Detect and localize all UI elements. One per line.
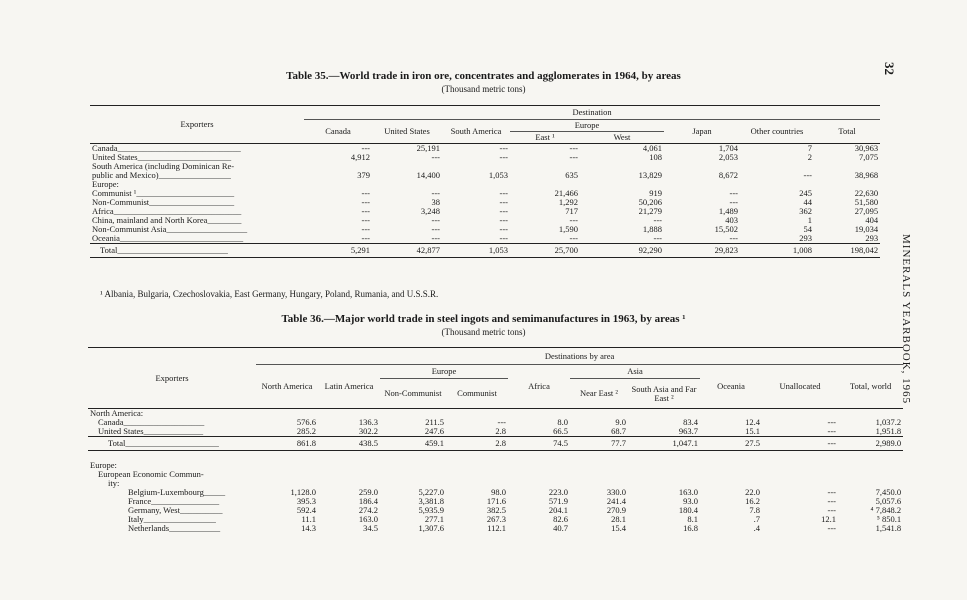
table36-subtitle: (Thousand metric tons): [441, 327, 526, 337]
cell: 302.2: [358, 426, 378, 436]
table35: [90, 105, 880, 258]
cell: ---: [499, 224, 508, 234]
table35-header-exporters: Exporters: [90, 106, 304, 144]
row-label: Non-Communist Asia___________________: [92, 224, 248, 234]
row-label: South America (including Dominican Re-: [92, 161, 235, 171]
row-label: United States______________: [98, 426, 204, 436]
page-number: 32: [882, 62, 897, 75]
cell: 438.5: [318, 437, 380, 451]
cell: ---: [361, 224, 370, 234]
cell: 245: [799, 188, 812, 198]
table36-header-north-america: North America: [256, 365, 318, 409]
cell: 1,590: [558, 224, 578, 234]
cell: 108: [649, 152, 662, 162]
cell: 717: [565, 206, 578, 216]
cell: 29,823: [664, 244, 740, 258]
cell: 247.6: [424, 426, 444, 436]
cell: 15.1: [745, 426, 760, 436]
cell: ---: [762, 437, 838, 451]
cell: 8.0: [557, 417, 568, 427]
cell: 7,075: [858, 152, 879, 162]
cell: 30,963: [854, 143, 879, 153]
cell: [740, 162, 814, 171]
cell: 16.2: [745, 495, 760, 506]
cell: 403: [725, 215, 738, 225]
cell: ---: [361, 143, 370, 153]
cell: 25,191: [416, 143, 440, 153]
cell: ---: [569, 152, 578, 162]
row-label: France________________: [128, 495, 220, 506]
cell: ---: [827, 522, 836, 533]
table35-header-east: East ¹: [510, 132, 580, 144]
cell: 2.8: [446, 437, 508, 451]
cell: ---: [361, 215, 370, 225]
table35-header-south-america: South America: [442, 120, 510, 144]
cell: 1,888: [642, 224, 662, 234]
table36-header-communist: Communist: [446, 379, 508, 409]
cell: 14.3: [301, 522, 316, 533]
cell: 861.8: [256, 437, 318, 451]
cell: 270.9: [606, 504, 626, 515]
cell: 14,400: [416, 170, 440, 180]
cell: 459.1: [380, 437, 446, 451]
cell: 2,989.0: [838, 437, 903, 451]
cell: 28.1: [611, 513, 626, 524]
row-label: public and Mexico)_________________: [92, 170, 231, 180]
table35-title: Table 35.—World trade in iron ore, concentrates and agglomerates in 1964, by areas: [286, 70, 681, 82]
cell: 16.8: [683, 522, 698, 533]
cell: 1,053: [488, 170, 508, 180]
cell: ---: [827, 504, 836, 515]
section-label: North America:: [90, 408, 144, 418]
cell: 285.2: [296, 426, 316, 436]
cell: 21,279: [638, 206, 662, 216]
cell: 171.6: [486, 495, 506, 506]
cell: 211.5: [425, 417, 444, 427]
cell: 274.2: [358, 504, 378, 515]
cell: 1,128.0: [290, 486, 316, 497]
table-row: [88, 427, 903, 437]
table-row: [88, 524, 903, 533]
cell: ---: [729, 188, 738, 198]
cell: 1,053: [442, 244, 510, 258]
cell: 267.3: [486, 513, 506, 524]
cell: 963.7: [678, 426, 698, 436]
cell: ---: [499, 233, 508, 243]
cell: 9.0: [615, 417, 626, 427]
cell: ---: [499, 143, 508, 153]
table36-header-latin-america: Latin America: [318, 365, 380, 409]
row-label: Belgium-Luxembourg_____: [128, 486, 226, 497]
table-row: [90, 171, 880, 180]
cell: 1,704: [718, 143, 738, 153]
cell: ---: [827, 426, 836, 436]
cell: 919: [649, 188, 662, 198]
cell: 277.1: [424, 513, 444, 524]
cell: ---: [499, 152, 508, 162]
cell: 66.5: [553, 426, 568, 436]
cell: ---: [569, 215, 578, 225]
table36-eec-body: [88, 488, 903, 533]
table36-header-unallocated: Unallocated: [762, 365, 838, 409]
cell: 1,541.8: [875, 522, 902, 533]
cell: ---: [803, 170, 812, 180]
cell: ---: [729, 233, 738, 243]
table36-header-total-world: Total, world: [838, 365, 903, 409]
cell: 38: [431, 197, 440, 207]
cell: 54: [803, 224, 812, 234]
cell: ---: [827, 486, 836, 497]
cell: 22,630: [854, 188, 879, 198]
table36-header-non-communist: Non-Communist: [380, 379, 446, 409]
running-head: MINERALS YEARBOOK, 1965: [900, 234, 912, 405]
table36-header-destinations: Destinations by area: [256, 348, 903, 365]
cell: 259.0: [358, 486, 378, 497]
cell: 1,292: [558, 197, 578, 207]
cell: 8,672: [718, 170, 738, 180]
cell: 198,042: [814, 244, 880, 258]
cell: 50,206: [638, 197, 662, 207]
cell: 21,466: [554, 188, 578, 198]
cell: 7: [807, 143, 812, 153]
cell: 19,034: [854, 224, 879, 234]
cell: [664, 180, 740, 189]
table35-header-us: United States: [372, 120, 442, 144]
cell: 379: [357, 170, 370, 180]
cell: 93.0: [683, 495, 698, 506]
cell: 27,095: [854, 206, 879, 216]
cell: ⁵ 850.1: [876, 513, 902, 524]
cell: ---: [653, 233, 662, 243]
row-label: United States______________________: [92, 152, 232, 162]
table36-header-south-asia: South Asia and Far East ²: [628, 379, 700, 409]
cell: 576.6: [296, 417, 316, 427]
cell: ---: [431, 215, 440, 225]
cell: 13,829: [638, 170, 662, 180]
cell: 27.5: [700, 437, 762, 451]
cell: 186.4: [358, 495, 378, 506]
table35-header-destination: Destination: [304, 106, 880, 120]
cell: 77.7: [570, 437, 628, 451]
cell: ---: [361, 197, 370, 207]
cell: ---: [569, 143, 578, 153]
cell: 2.8: [495, 426, 506, 436]
table35-header-japan: Japan: [664, 120, 740, 144]
cell: 571.9: [548, 495, 568, 506]
cell: ---: [431, 224, 440, 234]
cell: ---: [569, 233, 578, 243]
table35-footnote: ¹ Albania, Bulgaria, Czechoslovakia, East Germany, Hungary, Poland, Rumania, and U.S.S.R.: [100, 289, 439, 299]
table36-header-near-east: Near East ²: [570, 379, 628, 409]
table36-header-europe: Europe: [380, 365, 508, 379]
table36-na-body: [88, 418, 903, 437]
cell: ---: [497, 417, 506, 427]
table36-title: Table 36.—Major world trade in steel ingots and semimanufactures in 1963, by areas ¹: [281, 313, 686, 325]
cell: 15,502: [714, 224, 738, 234]
table36-header-oceania: Oceania: [700, 365, 762, 409]
cell: 12.4: [745, 417, 760, 427]
table35-header-other: Other countries: [740, 120, 814, 144]
cell: 1,307.6: [418, 522, 444, 533]
cell: 15.4: [611, 522, 626, 533]
row-label: Italy_________________: [128, 513, 216, 524]
cell: 293: [799, 233, 812, 243]
cell: 163.0: [358, 513, 378, 524]
cell: ---: [361, 206, 370, 216]
cell: 330.0: [606, 486, 626, 497]
cell: ---: [499, 188, 508, 198]
cell: 5,227.0: [418, 486, 444, 497]
cell: ---: [729, 197, 738, 207]
cell: ---: [653, 215, 662, 225]
table35-body: [90, 144, 880, 244]
row-label: China, mainland and North Korea________: [92, 215, 242, 225]
table-row: [88, 437, 903, 451]
cell: 51,580: [854, 197, 879, 207]
cell: 112.1: [487, 522, 506, 533]
row-label: Non-Communist____________________: [92, 197, 235, 207]
table36: [88, 347, 903, 533]
cell: 82.6: [553, 513, 568, 524]
cell: 68.7: [611, 426, 626, 436]
cell: 136.3: [358, 417, 378, 427]
section-label: European Economic Commun-: [98, 468, 204, 479]
cell: 7.8: [749, 504, 760, 515]
cell: 12.1: [821, 513, 836, 524]
cell: 44: [803, 197, 812, 207]
table35-total: [90, 244, 880, 258]
cell: ---: [361, 188, 370, 198]
cell: 241.4: [606, 495, 626, 506]
row-label: Europe:: [92, 179, 119, 189]
cell: 42,877: [372, 244, 442, 258]
cell: 1,008: [740, 244, 814, 258]
row-label: Canada_____________________________: [92, 143, 241, 153]
cell: 1,489: [718, 206, 738, 216]
cell: 38,968: [854, 170, 879, 180]
cell: 40.7: [553, 522, 568, 533]
cell: 1,037.2: [875, 417, 902, 427]
table35-subtitle: (Thousand metric tons): [441, 84, 526, 94]
cell: 22.0: [745, 486, 760, 497]
cell: 4,912: [350, 152, 370, 162]
row-label: Total__________________________: [90, 244, 304, 258]
cell: ---: [431, 233, 440, 243]
cell: ---: [431, 188, 440, 198]
cell: 362: [799, 206, 812, 216]
cell: 223.0: [548, 486, 568, 497]
cell: 2,053: [718, 152, 738, 162]
row-label: Oceania_____________________________: [92, 233, 244, 243]
cell: 3,381.8: [418, 495, 444, 506]
cell: 1: [807, 215, 812, 225]
table36-header-asia: Asia: [570, 365, 700, 379]
cell: 404: [865, 215, 879, 225]
row-label: Africa______________________________: [92, 206, 242, 216]
cell: .4: [753, 522, 760, 533]
cell: 395.3: [296, 495, 316, 506]
cell: 2: [807, 152, 812, 162]
cell: ⁴ 7,848.2: [870, 504, 902, 515]
cell: 204.1: [548, 504, 568, 515]
cell: ---: [827, 495, 836, 506]
cell: 3,248: [420, 206, 440, 216]
cell: 34.5: [363, 522, 378, 533]
cell: ---: [499, 215, 508, 225]
cell: 5,057.6: [875, 495, 902, 506]
cell: .7: [753, 513, 760, 524]
row-label: Germany, West__________: [128, 504, 223, 515]
cell: 4,061: [642, 143, 662, 153]
cell: 163.0: [678, 486, 698, 497]
cell: 74.5: [508, 437, 570, 451]
cell: 592.4: [296, 504, 316, 515]
row-label: Canada___________________: [98, 417, 205, 427]
cell: 25,700: [510, 244, 580, 258]
table35-header-europe: Europe: [510, 120, 664, 132]
cell: 5,935.9: [418, 504, 444, 515]
cell: 7,450.0: [875, 486, 902, 497]
section-label: Europe:: [90, 459, 117, 470]
cell: 1,951.8: [875, 426, 902, 436]
table35-header-total: Total: [814, 120, 880, 144]
table36-header-exporters: Exporters: [88, 348, 256, 409]
cell: 98.0: [491, 486, 506, 497]
table35-header-west: West: [580, 132, 664, 144]
cell: 5,291: [304, 244, 372, 258]
table35-header-canada: Canada: [304, 120, 372, 144]
cell: ---: [431, 152, 440, 162]
table36-header-africa: Africa: [508, 365, 570, 409]
cell: ---: [361, 233, 370, 243]
cell: 382.5: [486, 504, 506, 515]
cell: 11.1: [301, 513, 316, 524]
cell: ---: [827, 417, 836, 427]
row-label: Total______________________: [88, 437, 256, 451]
cell: ---: [499, 197, 508, 207]
cell: 92,290: [580, 244, 664, 258]
table-row: [90, 234, 880, 244]
cell: 293: [865, 233, 879, 243]
cell: 83.4: [683, 417, 698, 427]
row-label: Communist ¹_______________________: [92, 188, 235, 198]
cell: 180.4: [678, 504, 698, 515]
section-label: ity:: [108, 477, 120, 488]
table-row: [90, 244, 880, 258]
row-label: Netherlands____________: [128, 522, 221, 533]
cell: 8.1: [687, 513, 698, 524]
cell: 635: [565, 170, 578, 180]
cell: ---: [499, 206, 508, 216]
cell: 1,047.1: [628, 437, 700, 451]
